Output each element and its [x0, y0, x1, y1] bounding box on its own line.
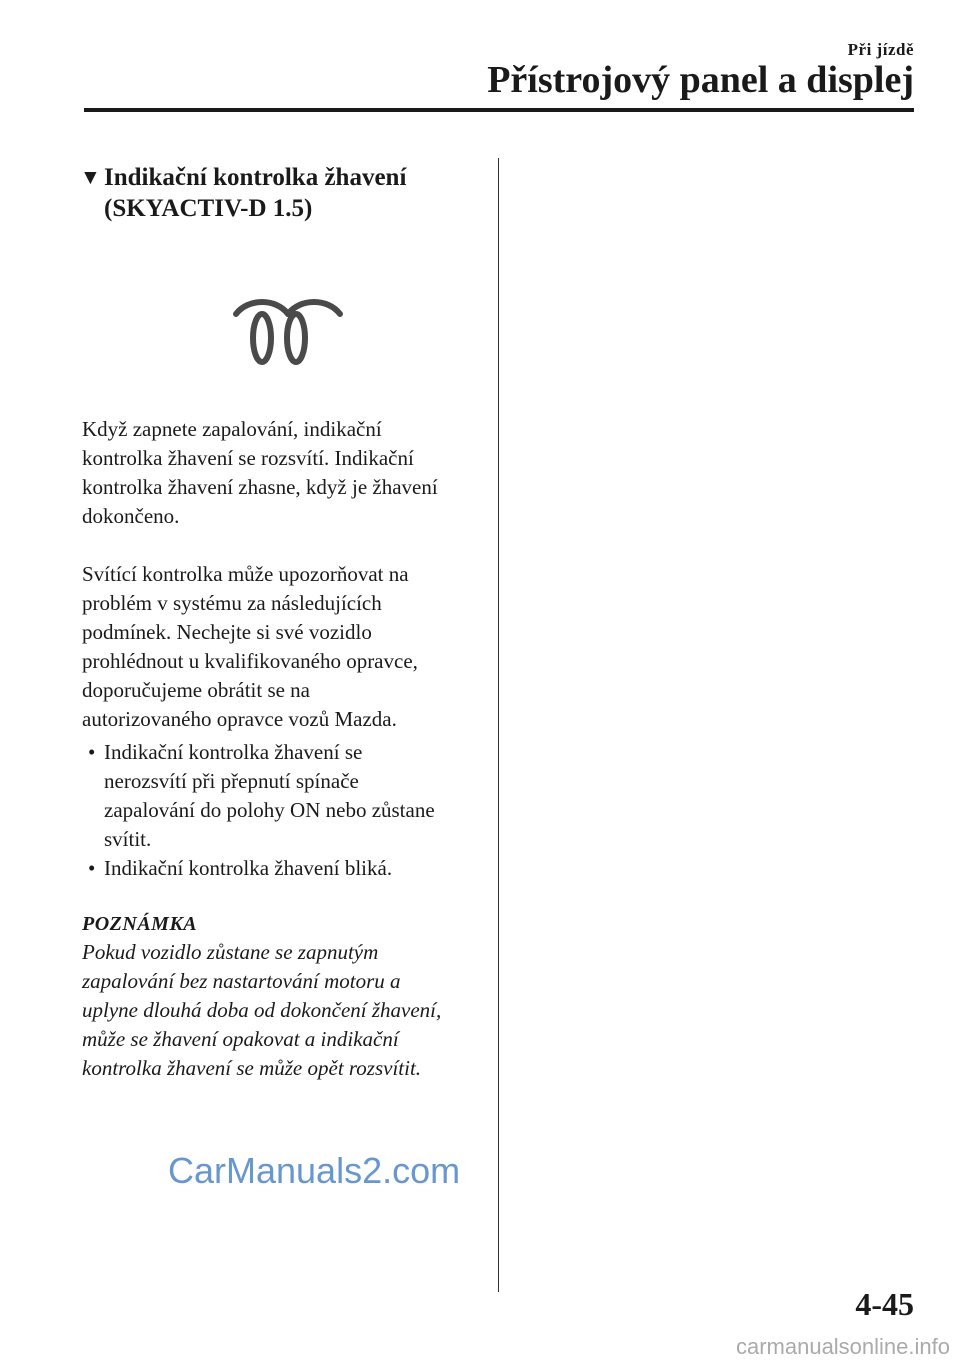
- text-line: svítit.: [104, 827, 152, 851]
- text-line: kontrolka žhavení se rozsvítí. Indikační: [82, 446, 414, 470]
- warning-paragraph: [82, 560, 478, 734]
- list-item: [82, 854, 478, 883]
- text-line: Pokud vozidlo zůstane se zapnutým: [82, 940, 379, 964]
- heading-triangle-icon: ▼: [80, 165, 101, 189]
- text-line: uplyne dlouhá doba od dokončení žhavení,: [82, 998, 442, 1022]
- left-column: [82, 162, 478, 1083]
- text-line: Když zapnete zapalování, indikační: [82, 417, 382, 441]
- text-line: prohlédnout u kvalifikovaného opravce,: [82, 649, 418, 673]
- intro-paragraph: [82, 415, 478, 531]
- text-line: nerozsvítí při přepnutí spínače: [104, 769, 359, 793]
- text-line: může se žhavení opakovat a indikační: [82, 1027, 399, 1051]
- footer-watermark-url: carmanualsonline.info: [735, 1334, 950, 1359]
- list-item: [82, 738, 478, 854]
- text-line: kontrolka žhavení zhasne, když je žhavení: [82, 475, 438, 499]
- text-line: Indikační kontrolka žhavení bliká.: [104, 856, 393, 880]
- text-line: doporučujeme obrátit se na: [82, 678, 311, 702]
- text-line: autorizovaného opravce vozů Mazda.: [82, 707, 397, 731]
- watermark: CarManuals2.com: [168, 1150, 461, 1191]
- text-line: zapalování do polohy ON nebo zůstane: [104, 798, 435, 822]
- text-line: problém v systému za následujících: [82, 591, 382, 615]
- heading-line-2: (SKYACTIV-D 1.5): [104, 195, 313, 222]
- page-number: 4-45: [855, 1286, 914, 1322]
- heading-line-1: Indikační kontrolka žhavení: [104, 164, 407, 191]
- text-line: kontrolka žhavení se může opět rozsvítit.: [82, 1056, 422, 1080]
- note-text: [82, 938, 478, 1083]
- section-heading: [82, 162, 478, 224]
- note-title: POZNÁMKA: [82, 913, 198, 935]
- text-line: Indikační kontrolka žhavení se: [104, 740, 363, 764]
- bullet-icon: •: [88, 856, 96, 880]
- text-line: podmínek. Nechejte si své vozidlo: [82, 620, 372, 644]
- column-divider: [498, 158, 499, 1292]
- running-header-section: Při jízdě: [847, 40, 914, 59]
- running-header-chapter: Přístrojový panel a displej: [487, 59, 914, 101]
- condition-list: [82, 738, 478, 883]
- text-line: Svítící kontrolka může upozorňovat na: [82, 562, 409, 586]
- text-line: dokončeno.: [82, 504, 180, 528]
- glow-plug-coil-icon: [232, 296, 344, 366]
- text-line: zapalování bez nastartování motoru a: [82, 969, 401, 993]
- header-rule: [84, 108, 914, 112]
- bullet-icon: •: [88, 740, 96, 764]
